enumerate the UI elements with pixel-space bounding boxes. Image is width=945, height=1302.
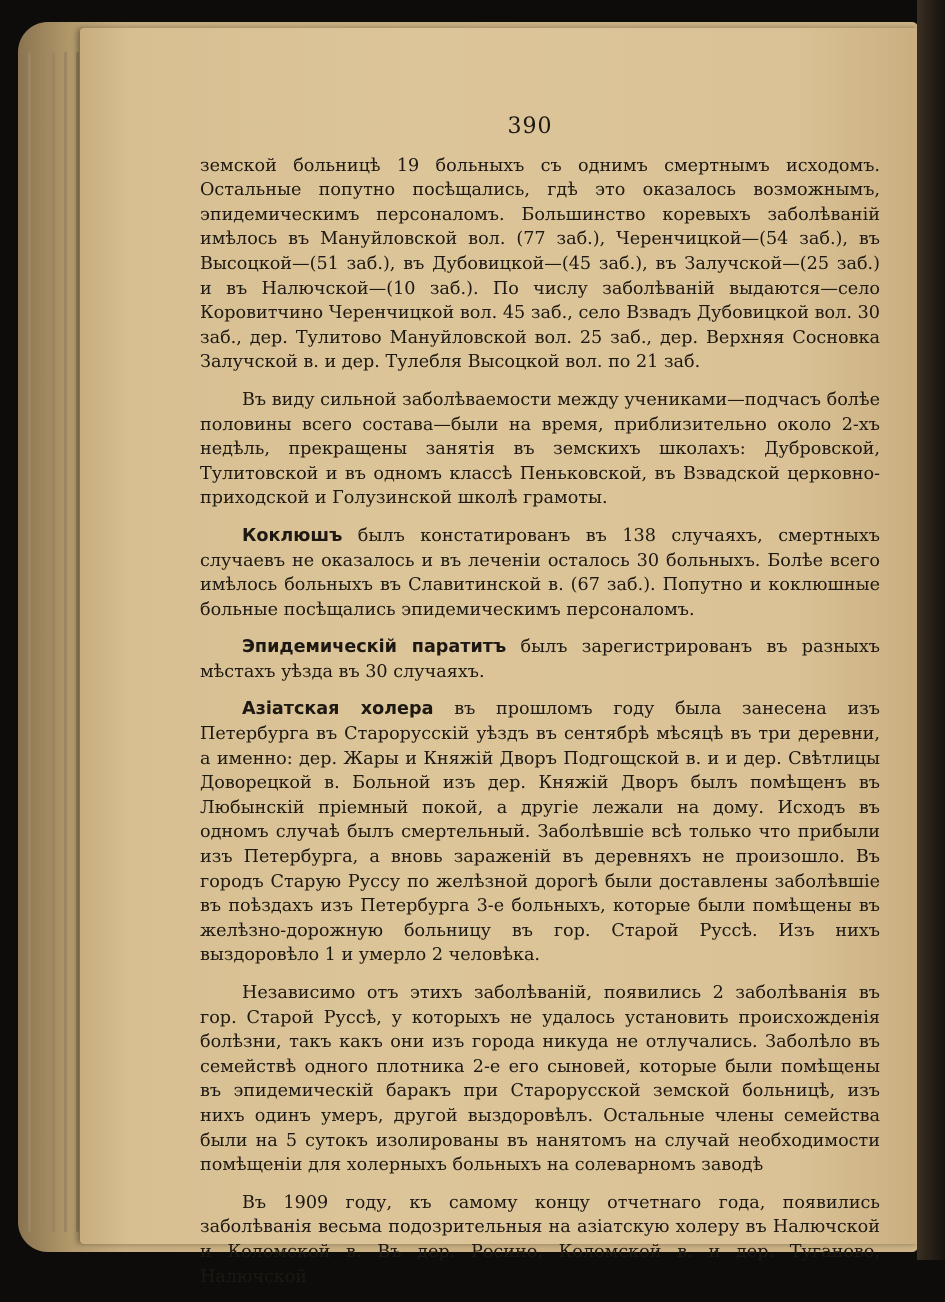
page-edge — [64, 52, 67, 1232]
paragraph — [200, 697, 880, 968]
paragraph — [200, 635, 880, 684]
page-edge — [40, 52, 43, 1232]
page-edge — [28, 52, 31, 1232]
paragraph — [200, 388, 880, 511]
book-binding — [917, 0, 945, 1260]
section-heading: Коклюшъ — [242, 525, 343, 546]
paragraph-text: земской больницѣ 19 больныхъ съ однимъ смертнымъ исходомъ. Остальные попутно посѣщались, гдѣ это оказалось возможнымъ, эпидемическимъ персоналомъ. Большинство коревыхъ заболѣваній имѣлось въ Мануйловской вол. (77 заб.), Черенчицкой—(54 заб.), въ Высоцкой—(51 заб.), въ Дубовицкой—(45 заб.), въ Залучской—(25 заб.) и въ Налючской—(10 заб.). По числу заболѣваній выдаются—село Коровитчино Черенчицкой вол. 45 заб., село Взвадъ Дубовицкой вол. 30 заб., дер. Тулитово Мануйловской вол. 25 заб., дер. Верхняя Сосновка Залучской в. и дер. Тулебля Высоцкой вол. по 21 заб. — [200, 155, 880, 373]
page-edge — [52, 52, 55, 1232]
paragraph-text: Въ виду сильной заболѣваемости между учениками—подчасъ болѣе половины всего состава—были на время, приблизительно около 2-хъ недѣль, прекращены занятія въ земскихъ школахъ: Дубровской, Тулитовской и въ одномъ классѣ Пеньковской, въ Взвадской церковно-приходской и Голузинской школѣ грамоты. — [200, 389, 880, 509]
page-content — [200, 115, 880, 1302]
paragraph-text: Независимо отъ этихъ заболѣваній, появились 2 заболѣванія въ гор. Старой Руссѣ, у которыхъ не удалось установить происхожденія болѣзни, такъ какъ они изъ города никуда не отлучались. Заболѣло въ семействѣ одного плотника 2-е его сыновей, которые были помѣщены въ эпидемическій баракъ при Старорусской земской больницѣ, изъ нихъ одинъ умеръ, другой выздоровѣлъ. Остальные члены семейства были на 5 сутокъ изолированы въ нанятомъ на случай необходимости помѣщеніи для холерныхъ больныхъ на солеварномъ заводѣ — [200, 983, 880, 1176]
paragraph-text: въ прошломъ году была занесена изъ Петербурга въ Старорусскій уѣздъ въ сентябрѣ мѣсяцѣ въ три деревни, а именно: дер. Жары и Княжій Дворъ Подгощской в. и и дер. Свѣтлицы Доворецкой в. Больной изъ дер. Княжій Дворъ былъ помѣщенъ въ Любынскій пріемный покой, а другіе лежали на дому. Исходъ въ одномъ случаѣ былъ смертельный. Заболѣвшіе всѣ только что прибыли изъ Петербурга, а вновь зараженій въ деревняхъ не произошло. Въ городъ Старую Руссу по желѣзной дорогѣ были доставлены заболѣвшіе въ поѣздахъ изъ Петербурга 3-е больныхъ, которые были помѣщены въ желѣзно-дорожную больницу въ гор. Старой Руссѣ. Изъ нихъ выздоровѣло 1 и умерло 2 человѣка. — [200, 699, 881, 966]
paragraph — [200, 524, 880, 622]
section-heading: Эпидемическій паратитъ — [242, 637, 507, 658]
page-number: 390 — [507, 114, 553, 139]
section-heading: Азіатская холера — [242, 699, 434, 720]
paragraph-text: былъ констатированъ въ 138 случаяхъ, смертныхъ случаевъ не оказалось и въ леченіи осталось 30 больныхъ. Болѣе всего имѣлось больныхъ въ Славитинской в. (67 заб.). Попутно и коклюшные больные посѣщались эпидемическимъ персоналомъ. — [200, 525, 880, 620]
paragraph — [200, 154, 880, 375]
paragraph — [200, 981, 880, 1178]
paragraph-text: Въ 1909 году, къ самому концу отчетнаго года, появились заболѣванія весьма подозрительныя на азіатскую холеру въ Налючской и Коломской в. Въ дер. Росино, Коломской в. и дер. Туганово, Налючской — [200, 1192, 880, 1287]
paragraph-text: былъ зарегистрированъ въ разныхъ мѣстахъ уѣзда въ 30 случаяхъ. — [200, 637, 880, 682]
page-edge — [76, 52, 79, 1232]
paragraph — [200, 1191, 880, 1289]
